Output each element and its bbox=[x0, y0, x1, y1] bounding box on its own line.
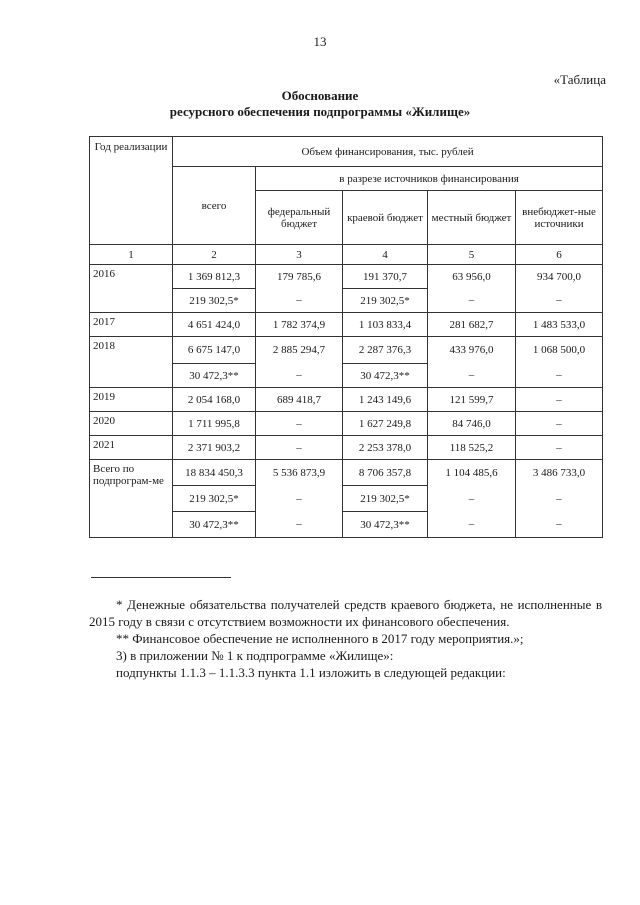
extrabudgetary-cell: 3 486 733,0 bbox=[516, 460, 603, 486]
page-number: 13 bbox=[313, 34, 327, 49]
extrabudgetary-cell: 934 700,0 bbox=[516, 265, 603, 289]
federal-cell: – bbox=[256, 364, 343, 388]
footnote-double-asterisk: ** Финансовое обеспечение не исполненного в 2017 году мероприятия.»; bbox=[116, 631, 524, 646]
table-row bbox=[90, 460, 603, 486]
extrabudgetary-cell: – bbox=[516, 486, 603, 512]
paragraph-subitems: подпункты 1.1.3 – 1.1.3.3 пункта 1.1 изложить в следующей редакции: bbox=[116, 665, 506, 680]
federal-cell: – bbox=[256, 412, 343, 436]
year-cell: 2018 bbox=[90, 337, 173, 388]
footnotes bbox=[89, 596, 602, 681]
year-cell: 2017 bbox=[90, 313, 173, 337]
extrabudgetary-cell: – bbox=[516, 412, 603, 436]
header-local: местный бюджет bbox=[428, 191, 516, 245]
column-number: 5 bbox=[428, 245, 516, 265]
local-cell: 281 682,7 bbox=[428, 313, 516, 337]
table-reference: «Таблица bbox=[553, 72, 606, 87]
regional-cell: 2 253 378,0 bbox=[343, 436, 428, 460]
header-extrabudgetary: внебюджет-ные источники bbox=[516, 191, 603, 245]
paragraph-item-3: 3) в приложении № 1 к подпрограмме «Жилище»: bbox=[116, 648, 394, 663]
total-cell: 219 302,5* bbox=[173, 289, 256, 313]
federal-cell: 5 536 873,9 bbox=[256, 460, 343, 486]
header-year: Год реализации bbox=[90, 137, 173, 245]
regional-cell: 30 472,3** bbox=[343, 512, 428, 538]
column-number: 2 bbox=[173, 245, 256, 265]
extrabudgetary-cell: – bbox=[516, 364, 603, 388]
regional-cell: 30 472,3** bbox=[343, 364, 428, 388]
extrabudgetary-cell: 1 483 533,0 bbox=[516, 313, 603, 337]
total-cell: 4 651 424,0 bbox=[173, 313, 256, 337]
regional-cell: 191 370,7 bbox=[343, 265, 428, 289]
local-cell: – bbox=[428, 486, 516, 512]
total-cell: 2 054 168,0 bbox=[173, 388, 256, 412]
table-row bbox=[90, 337, 603, 364]
regional-cell: 1 103 833,4 bbox=[343, 313, 428, 337]
federal-cell: – bbox=[256, 512, 343, 538]
table-row bbox=[90, 265, 603, 289]
extrabudgetary-cell: 1 068 500,0 bbox=[516, 337, 603, 364]
local-cell: – bbox=[428, 364, 516, 388]
title-line-2: ресурсного обеспечения подпрограммы «Жилище» bbox=[169, 104, 471, 119]
header-regional: краевой бюджет bbox=[343, 191, 428, 245]
header-sources: в разрезе источников финансирования bbox=[256, 167, 603, 191]
local-cell: 118 525,2 bbox=[428, 436, 516, 460]
table-row bbox=[90, 388, 603, 412]
extrabudgetary-cell: – bbox=[516, 512, 603, 538]
year-cell: 2020 bbox=[90, 412, 173, 436]
local-cell: 84 746,0 bbox=[428, 412, 516, 436]
header-volume: Объем финансирования, тыс. рублей bbox=[173, 137, 603, 167]
federal-cell: 2 885 294,7 bbox=[256, 337, 343, 364]
local-cell: 121 599,7 bbox=[428, 388, 516, 412]
regional-cell: 219 302,5* bbox=[343, 486, 428, 512]
federal-cell: 179 785,6 bbox=[256, 265, 343, 289]
total-cell: 2 371 903,2 bbox=[173, 436, 256, 460]
total-cell: 1 711 995,8 bbox=[173, 412, 256, 436]
footnote-single-asterisk: * Денежные обязательства получателей средств краевого бюджета, не исполненные в 2015 году в связи с отсутствием возможности их финансового обеспечения. bbox=[89, 597, 602, 629]
column-number: 3 bbox=[256, 245, 343, 265]
total-cell: 219 302,5* bbox=[173, 486, 256, 512]
regional-cell: 2 287 376,3 bbox=[343, 337, 428, 364]
year-cell: 2016 bbox=[90, 265, 173, 313]
federal-cell: – bbox=[256, 436, 343, 460]
federal-cell: – bbox=[256, 486, 343, 512]
year-cell: 2021 bbox=[90, 436, 173, 460]
local-cell: 433 976,0 bbox=[428, 337, 516, 364]
total-cell: 6 675 147,0 bbox=[173, 337, 256, 364]
title-line-1: Обоснование bbox=[281, 88, 359, 103]
federal-cell: 1 782 374,9 bbox=[256, 313, 343, 337]
local-cell: – bbox=[428, 512, 516, 538]
table-row bbox=[90, 412, 603, 436]
regional-cell: 8 706 357,8 bbox=[343, 460, 428, 486]
regional-cell: 1 627 249,8 bbox=[343, 412, 428, 436]
total-cell: 30 472,3** bbox=[173, 512, 256, 538]
table-row bbox=[90, 313, 603, 337]
extrabudgetary-cell: – bbox=[516, 436, 603, 460]
funding-table bbox=[89, 136, 603, 538]
column-number: 4 bbox=[343, 245, 428, 265]
extrabudgetary-cell: – bbox=[516, 289, 603, 313]
extrabudgetary-cell: – bbox=[516, 388, 603, 412]
column-number: 1 bbox=[90, 245, 173, 265]
footnote-divider bbox=[91, 577, 231, 578]
total-label-cell: Всего по подпрограм-ме bbox=[90, 460, 173, 538]
year-cell: 2019 bbox=[90, 388, 173, 412]
total-cell: 30 472,3** bbox=[173, 364, 256, 388]
total-cell: 1 369 812,3 bbox=[173, 265, 256, 289]
header-federal: федеральный бюджет bbox=[256, 191, 343, 245]
regional-cell: 219 302,5* bbox=[343, 289, 428, 313]
column-number-row bbox=[90, 245, 603, 265]
column-number: 6 bbox=[516, 245, 603, 265]
header-total: всего bbox=[173, 167, 256, 245]
federal-cell: – bbox=[256, 289, 343, 313]
total-cell: 18 834 450,3 bbox=[173, 460, 256, 486]
local-cell: 63 956,0 bbox=[428, 265, 516, 289]
local-cell: – bbox=[428, 289, 516, 313]
table-row bbox=[90, 436, 603, 460]
local-cell: 1 104 485,6 bbox=[428, 460, 516, 486]
document-title bbox=[0, 88, 640, 120]
regional-cell: 1 243 149,6 bbox=[343, 388, 428, 412]
federal-cell: 689 418,7 bbox=[256, 388, 343, 412]
